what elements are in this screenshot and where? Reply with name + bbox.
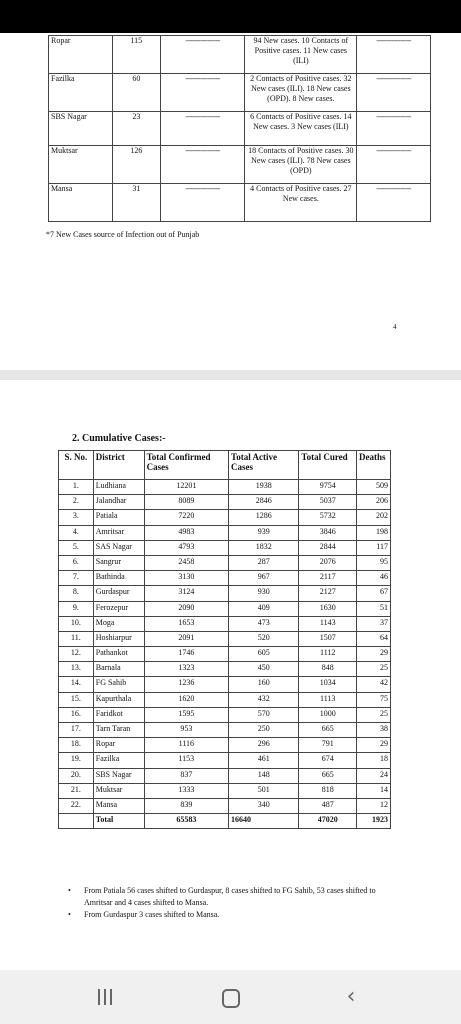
- header-deaths: Deaths: [357, 451, 391, 480]
- table-row: [59, 798, 391, 813]
- deaths-cell: 198: [357, 525, 391, 540]
- sno-cell: 22.: [59, 798, 94, 813]
- placeholder-cell: ----------------: [160, 184, 245, 222]
- active-cell: 432: [229, 692, 299, 707]
- table-row: [59, 677, 391, 692]
- cured-cell: 5037: [299, 495, 357, 510]
- deaths-cell: 25: [357, 662, 391, 677]
- sno-cell: 19.: [59, 753, 94, 768]
- deaths-cell: 37: [357, 616, 391, 631]
- cured-cell: 9754: [299, 480, 357, 495]
- recents-icon[interactable]: [92, 984, 118, 1010]
- active-cell: 939: [229, 525, 299, 540]
- district-cell: Ropar: [49, 36, 113, 74]
- cured-cell: 1112: [299, 647, 357, 662]
- table-row: [49, 184, 431, 222]
- header-confirmed: Total Confirmed Cases: [144, 451, 228, 480]
- document-page-4: [0, 33, 461, 370]
- table-row: [49, 74, 431, 112]
- active-cell: 570: [229, 707, 299, 722]
- district-cell: Ferozepur: [93, 601, 144, 616]
- total-cured: 47020: [299, 814, 357, 829]
- table-row: [59, 586, 391, 601]
- district-cell: Ropar: [93, 738, 144, 753]
- deaths-cell: 12: [357, 798, 391, 813]
- note-item: • From Gurdaspur 3 cases shifted to Mansa.: [68, 909, 398, 921]
- table-row: [59, 616, 391, 631]
- confirmed-cell: 2090: [144, 601, 228, 616]
- confirmed-cell: 7220: [144, 510, 228, 525]
- cured-cell: 1113: [299, 692, 357, 707]
- cured-cell: 791: [299, 738, 357, 753]
- placeholder-cell: ----------------: [357, 146, 431, 184]
- table-row: [59, 510, 391, 525]
- table-row: [59, 555, 391, 570]
- sno-cell: 5.: [59, 540, 94, 555]
- district-cell: Sangrur: [93, 555, 144, 570]
- back-icon[interactable]: ‹: [346, 984, 356, 1009]
- header-active: Total Active Cases: [229, 451, 299, 480]
- sno-cell: [59, 814, 94, 829]
- table-row: [59, 723, 391, 738]
- table-row: [59, 647, 391, 662]
- district-cell: Fazilka: [49, 74, 113, 112]
- cumulative-cases-table: [58, 450, 391, 829]
- sno-cell: 2.: [59, 495, 94, 510]
- active-cell: 967: [229, 571, 299, 586]
- deaths-cell: 18: [357, 753, 391, 768]
- active-cell: 1938: [229, 480, 299, 495]
- active-cell: 930: [229, 586, 299, 601]
- active-cell: 296: [229, 738, 299, 753]
- active-cell: 409: [229, 601, 299, 616]
- table-row: [59, 753, 391, 768]
- placeholder-cell: ----------------: [160, 112, 245, 146]
- sno-cell: 21.: [59, 783, 94, 798]
- cured-cell: 2127: [299, 586, 357, 601]
- deaths-cell: 29: [357, 647, 391, 662]
- district-cell: SAS Nagar: [93, 540, 144, 555]
- confirmed-cell: 8089: [144, 495, 228, 510]
- district-cell: Tarn Taran: [93, 723, 144, 738]
- table-row: [59, 692, 391, 707]
- confirmed-cell: 953: [144, 723, 228, 738]
- confirmed-cell: 1746: [144, 647, 228, 662]
- table-row: [59, 662, 391, 677]
- placeholder-cell: ----------------: [357, 112, 431, 146]
- active-cell: 250: [229, 723, 299, 738]
- remarks-cell: 4 Contacts of Positive cases. 27 New cases.: [245, 184, 357, 222]
- total-deaths: 1923: [357, 814, 391, 829]
- table-row: [49, 146, 431, 184]
- cured-cell: 3846: [299, 525, 357, 540]
- deaths-cell: 117: [357, 540, 391, 555]
- table-row: [59, 783, 391, 798]
- footnote: *7 New Cases source of Infection out of Punjab: [46, 230, 200, 239]
- cured-cell: 665: [299, 723, 357, 738]
- table-row: [59, 540, 391, 555]
- active-cell: 450: [229, 662, 299, 677]
- note-item: • From Patiala 56 cases shifted to Gurdaspur, 8 cases shifted to FG Sahib, 53 cases shifted to Amritsar and 4 cases shifted to Mansa.: [68, 885, 398, 909]
- deaths-cell: 67: [357, 586, 391, 601]
- document-page-5: [0, 380, 461, 970]
- placeholder-cell: ----------------: [160, 36, 245, 74]
- deaths-cell: 95: [357, 555, 391, 570]
- active-cell: 605: [229, 647, 299, 662]
- confirmed-cell: 1333: [144, 783, 228, 798]
- district-cell: Hoshiarpur: [93, 631, 144, 646]
- district-cell: Pathankot: [93, 647, 144, 662]
- sno-cell: 14.: [59, 677, 94, 692]
- district-cell: Bathinda: [93, 571, 144, 586]
- cured-cell: 674: [299, 753, 357, 768]
- header-sno: S. No.: [59, 451, 94, 480]
- table-row: [59, 525, 391, 540]
- header-cured: Total Cured: [299, 451, 357, 480]
- active-cell: 287: [229, 555, 299, 570]
- deaths-cell: 38: [357, 723, 391, 738]
- confirmed-cell: 3130: [144, 571, 228, 586]
- district-cell: Muktsar: [49, 146, 113, 184]
- header-district: District: [93, 451, 144, 480]
- active-cell: 2846: [229, 495, 299, 510]
- count-cell: 126: [112, 146, 160, 184]
- sno-cell: 18.: [59, 738, 94, 753]
- remarks-cell: 2 Contacts of Positive cases. 32 New cases (ILI). 18 New cases (OPD). 8 New cases.: [245, 74, 357, 112]
- cured-cell: 665: [299, 768, 357, 783]
- district-cell: Mansa: [93, 798, 144, 813]
- table-row: [49, 36, 431, 74]
- cured-cell: 1143: [299, 616, 357, 631]
- district-cell: Kapurthala: [93, 692, 144, 707]
- active-cell: 148: [229, 768, 299, 783]
- table-row: [59, 495, 391, 510]
- table-row: [59, 768, 391, 783]
- table-row: [59, 571, 391, 586]
- remarks-cell: 6 Contacts of Positive cases. 14 New cases. 3 New cases (ILI): [245, 112, 357, 146]
- deaths-cell: 51: [357, 601, 391, 616]
- confirmed-cell: 1653: [144, 616, 228, 631]
- confirmed-cell: 2091: [144, 631, 228, 646]
- confirmed-cell: 12201: [144, 480, 228, 495]
- district-cell: Amritsar: [93, 525, 144, 540]
- sno-cell: 1.: [59, 480, 94, 495]
- district-cell: SBS Nagar: [49, 112, 113, 146]
- deaths-cell: 206: [357, 495, 391, 510]
- cured-cell: 1630: [299, 601, 357, 616]
- table-row: [59, 601, 391, 616]
- cured-cell: 1034: [299, 677, 357, 692]
- confirmed-cell: 1620: [144, 692, 228, 707]
- active-cell: 501: [229, 783, 299, 798]
- table-row: [59, 707, 391, 722]
- table-row: [59, 480, 391, 495]
- placeholder-cell: ----------------: [357, 74, 431, 112]
- district-cell: Jalandhar: [93, 495, 144, 510]
- count-cell: 60: [112, 74, 160, 112]
- sno-cell: 9.: [59, 601, 94, 616]
- active-cell: 1832: [229, 540, 299, 555]
- deaths-cell: 509: [357, 480, 391, 495]
- district-cell: Moga: [93, 616, 144, 631]
- deaths-cell: 14: [357, 783, 391, 798]
- remarks-cell: 94 New cases. 10 Contacts of Positive cases. 11 New cases (ILI): [245, 36, 357, 74]
- confirmed-cell: 1323: [144, 662, 228, 677]
- district-cell: Fazilka: [93, 753, 144, 768]
- table-header-row: [59, 451, 391, 480]
- confirmed-cell: 1595: [144, 707, 228, 722]
- count-cell: 115: [112, 36, 160, 74]
- new-cases-table: [48, 35, 431, 222]
- district-cell: SBS Nagar: [93, 768, 144, 783]
- cured-cell: 487: [299, 798, 357, 813]
- cured-cell: 5732: [299, 510, 357, 525]
- sno-cell: 13.: [59, 662, 94, 677]
- sno-cell: 17.: [59, 723, 94, 738]
- district-cell: Faridkot: [93, 707, 144, 722]
- sno-cell: 3.: [59, 510, 94, 525]
- deaths-cell: 42: [357, 677, 391, 692]
- cured-cell: 818: [299, 783, 357, 798]
- cured-cell: 1000: [299, 707, 357, 722]
- total-active: 16640: [229, 814, 299, 829]
- section-title: 2. Cumulative Cases:-: [72, 433, 166, 444]
- deaths-cell: 25: [357, 707, 391, 722]
- district-cell: Gurdaspur: [93, 586, 144, 601]
- deaths-cell: 202: [357, 510, 391, 525]
- count-cell: 31: [112, 184, 160, 222]
- deaths-cell: 75: [357, 692, 391, 707]
- district-cell: Barnala: [93, 662, 144, 677]
- sno-cell: 15.: [59, 692, 94, 707]
- district-cell: Mansa: [49, 184, 113, 222]
- placeholder-cell: ----------------: [357, 184, 431, 222]
- confirmed-cell: 4983: [144, 525, 228, 540]
- sno-cell: 6.: [59, 555, 94, 570]
- total-confirmed: 65583: [144, 814, 228, 829]
- page-number: 4: [393, 323, 397, 331]
- active-cell: 520: [229, 631, 299, 646]
- home-icon[interactable]: [218, 984, 244, 1010]
- sno-cell: 8.: [59, 586, 94, 601]
- sno-cell: 11.: [59, 631, 94, 646]
- active-cell: 1286: [229, 510, 299, 525]
- total-label: Total: [93, 814, 144, 829]
- sno-cell: 7.: [59, 571, 94, 586]
- sno-cell: 16.: [59, 707, 94, 722]
- table-row: [59, 738, 391, 753]
- active-cell: 160: [229, 677, 299, 692]
- deaths-cell: 46: [357, 571, 391, 586]
- cured-cell: 848: [299, 662, 357, 677]
- cured-cell: 2117: [299, 571, 357, 586]
- table-row: [59, 631, 391, 646]
- placeholder-cell: ----------------: [160, 74, 245, 112]
- sno-cell: 10.: [59, 616, 94, 631]
- page-separator: [0, 370, 461, 380]
- confirmed-cell: 1116: [144, 738, 228, 753]
- status-bar: [0, 0, 461, 33]
- sno-cell: 20.: [59, 768, 94, 783]
- count-cell: 23: [112, 112, 160, 146]
- deaths-cell: 64: [357, 631, 391, 646]
- notes-list: [68, 885, 398, 921]
- confirmed-cell: 3124: [144, 586, 228, 601]
- placeholder-cell: ----------------: [357, 36, 431, 74]
- active-cell: 473: [229, 616, 299, 631]
- district-cell: Muktsar: [93, 783, 144, 798]
- remarks-cell: 18 Contacts of Positive cases. 30 New cases (ILI). 78 New cases (OPD): [245, 146, 357, 184]
- confirmed-cell: 4793: [144, 540, 228, 555]
- active-cell: 340: [229, 798, 299, 813]
- confirmed-cell: 837: [144, 768, 228, 783]
- total-row: [59, 814, 391, 829]
- confirmed-cell: 2458: [144, 555, 228, 570]
- confirmed-cell: 1153: [144, 753, 228, 768]
- district-cell: Ludhiana: [93, 480, 144, 495]
- district-cell: Patiala: [93, 510, 144, 525]
- district-cell: FG Sahib: [93, 677, 144, 692]
- cured-cell: 2844: [299, 540, 357, 555]
- navigation-bar: [0, 970, 461, 1024]
- confirmed-cell: 839: [144, 798, 228, 813]
- sno-cell: 12.: [59, 647, 94, 662]
- cured-cell: 1507: [299, 631, 357, 646]
- confirmed-cell: 1236: [144, 677, 228, 692]
- deaths-cell: 29: [357, 738, 391, 753]
- table-row: [49, 112, 431, 146]
- active-cell: 461: [229, 753, 299, 768]
- deaths-cell: 24: [357, 768, 391, 783]
- sno-cell: 4.: [59, 525, 94, 540]
- cured-cell: 2076: [299, 555, 357, 570]
- placeholder-cell: ----------------: [160, 146, 245, 184]
